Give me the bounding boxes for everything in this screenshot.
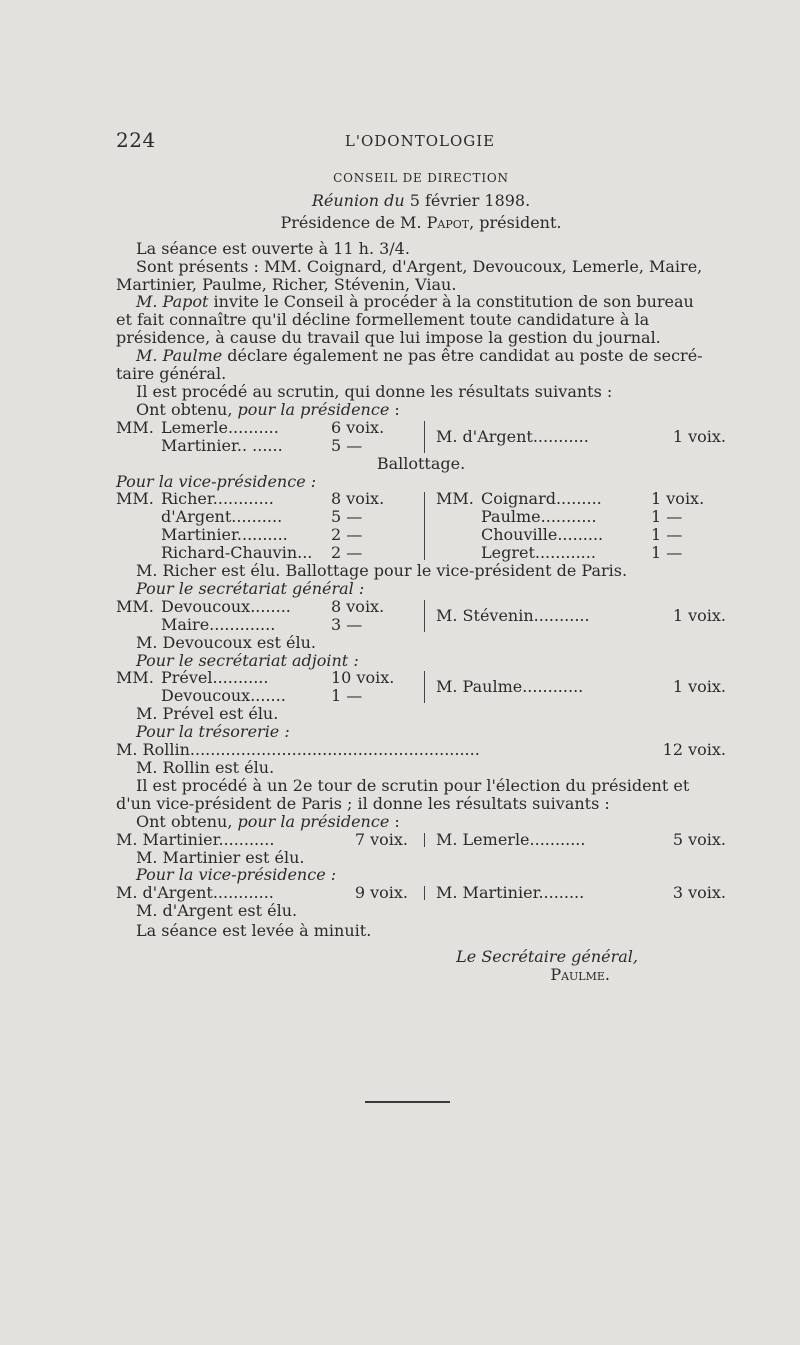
tally-votes: 1 —	[651, 543, 683, 563]
tally-row	[436, 508, 726, 526]
tally-prefix	[116, 526, 161, 544]
tally-name: M. d'Argent...........	[436, 426, 589, 446]
treso-votes: 12 voix.	[662, 740, 726, 760]
tally-votes: 9 voix.	[354, 883, 408, 903]
secadj-heading	[116, 652, 726, 670]
secadj-left	[116, 669, 416, 705]
ont-obtenu: Ont obtenu,	[136, 811, 233, 831]
secgen-heading	[116, 580, 726, 598]
tally-name: Chouville.........	[481, 525, 604, 545]
tally-prefix: MM.	[116, 489, 154, 509]
tally-votes: 1 —	[651, 507, 683, 527]
tally-votes: 1 —	[651, 525, 683, 545]
presidency-suffix: , président.	[469, 212, 562, 232]
presidency-name: Papot	[426, 212, 470, 232]
tally-name: M. Paulme............	[436, 677, 584, 697]
tally-prefix	[116, 616, 161, 634]
secgen-result: M. Devoucoux est élu.	[136, 632, 317, 652]
tally-votes: 8 voix.	[331, 489, 385, 509]
tally-name: M. Martinier.........	[436, 883, 585, 903]
tally-votes: 1 voix.	[672, 605, 726, 625]
second-tour-line-2: d'un vice-président de Paris ; il donne les résultats suivants :	[116, 793, 610, 813]
second-tour-line-1: Il est procédé à un 2e tour de scrutin pour l'élection du président et	[136, 775, 690, 795]
papot-line-1	[116, 293, 726, 311]
ont-obtenu: Ont obtenu,	[136, 399, 233, 419]
closing-line: La séance est levée à minuit.	[136, 921, 372, 941]
secgen-tally	[116, 598, 726, 634]
page-number: 224	[116, 128, 156, 152]
tally-row	[116, 544, 416, 562]
tally-prefix	[436, 526, 481, 544]
vice-result: M. Richer est élu. Ballottage pour le vice-président de Paris.	[136, 561, 628, 581]
tally-votes: 3 voix.	[672, 883, 726, 903]
paulme-line-1	[116, 347, 726, 365]
tally-name: Devoucoux.......	[161, 686, 286, 706]
tally-votes: 1 voix.	[672, 677, 726, 697]
brace-divider	[424, 671, 428, 703]
tally-name: Richard-Chauvin...	[161, 543, 313, 563]
vice-heading-text: Pour la vice-présidence :	[116, 471, 317, 491]
tally-name: Prével...........	[161, 668, 269, 688]
tally-name: M. Lemerle...........	[436, 829, 586, 849]
secadj-heading-text: Pour le secrétariat adjoint :	[136, 650, 359, 670]
second-vice-result: M. d'Argent est élu.	[136, 901, 298, 921]
meeting-date-rest: 5 février 1898.	[409, 190, 531, 210]
second-pres-tally	[116, 831, 726, 849]
tally-row	[116, 669, 416, 687]
tally-row	[116, 526, 416, 544]
paulme-name: M. Paulme	[136, 346, 223, 366]
tally-row	[116, 687, 416, 705]
second-vice-left	[116, 884, 416, 902]
tally-name: M. Stévenin...........	[436, 605, 590, 625]
secgen-heading-text: Pour le secrétariat général :	[136, 578, 365, 598]
tally-votes: 5 —	[331, 435, 363, 455]
meeting-date	[116, 192, 726, 210]
tally-row	[116, 490, 416, 508]
tally-prefix	[436, 508, 481, 526]
paulme-line-2: taire général.	[116, 364, 227, 384]
tally-row	[436, 490, 726, 508]
tally-name: M. d'Argent............	[116, 883, 274, 903]
column-divider	[424, 833, 428, 847]
tally-prefix: MM.	[116, 596, 154, 616]
tally-name: Maire.............	[161, 614, 276, 634]
signature-role-text: Le Secrétaire général,	[456, 947, 638, 967]
ballottage: Ballottage.	[376, 453, 466, 473]
tally-votes: 2 —	[331, 543, 363, 563]
tally-prefix: MM.	[116, 417, 154, 437]
tally-votes: 5 voix.	[672, 829, 726, 849]
tally-row	[436, 526, 726, 544]
tally-name: Legret............	[481, 543, 596, 563]
second-vice-heading	[116, 866, 726, 884]
tally-row	[116, 419, 416, 437]
treso-heading-text: Pour la trésorerie :	[136, 722, 290, 742]
meeting-date-italic: Réunion du	[311, 190, 405, 210]
present-line-1: Sont présents : MM. Coignard, d'Argent, Devoucoux, Lemerle, Maire,	[136, 256, 703, 276]
opening-line: La séance est ouverte à 11 h. 3/4.	[136, 238, 410, 258]
tally-name: Coignard.........	[481, 489, 602, 509]
vice-left	[116, 490, 416, 562]
presidence-right	[436, 419, 726, 455]
tally-row	[116, 437, 416, 455]
secadj-right	[436, 669, 726, 705]
tally-name: d'Argent..........	[161, 507, 283, 527]
scrutin-line: Il est procédé au scrutin, qui donne les résultats suivants :	[136, 381, 613, 401]
tally-name: Devoucoux........	[161, 596, 291, 616]
treso-heading	[116, 723, 726, 741]
tally-prefix	[116, 544, 161, 562]
vice-heading	[116, 473, 726, 491]
brace-divider	[424, 600, 428, 632]
second-vice-tally	[116, 884, 726, 902]
brace-divider	[424, 421, 428, 453]
paulme-text-1: déclare également ne pas être candidat au poste de secré-	[222, 346, 703, 366]
second-pres-left	[116, 831, 416, 849]
colon: :	[389, 399, 400, 419]
second-ont-obtenu	[116, 813, 726, 831]
tally-row	[116, 616, 416, 634]
tally-name: Martinier.. ......	[161, 435, 283, 455]
second-vice-right	[436, 884, 726, 902]
secadj-result: M. Prével est élu.	[136, 704, 279, 724]
signature-role	[116, 948, 726, 966]
secadj-tally	[116, 669, 726, 705]
tally-name: Richer............	[161, 489, 274, 509]
tally-prefix	[116, 437, 161, 455]
papot-line-3: présidence, à cause du travail que lui impose la gestion du journal.	[116, 328, 661, 348]
ont-obtenu-line	[116, 401, 726, 419]
present-line-2: Martinier, Paulme, Richer, Stévenin, Viau.	[116, 274, 457, 294]
vice-right	[436, 490, 726, 562]
tally-name: Martinier..........	[161, 525, 288, 545]
tally-prefix	[116, 687, 161, 705]
tally-votes: 10 voix.	[331, 668, 395, 688]
tally-prefix	[436, 544, 481, 562]
treso-result: M. Rollin est élu.	[136, 758, 275, 777]
signature-name: Paulme.	[550, 964, 610, 984]
document-body	[116, 170, 726, 984]
secgen-right	[436, 598, 726, 634]
tally-prefix	[116, 508, 161, 526]
tally-name: Lemerle..........	[161, 417, 279, 437]
tally-votes: 1 —	[331, 686, 363, 706]
tally-votes: 6 voix.	[331, 417, 385, 437]
papot-text-1: invite le Conseil à procéder à la constitution de son bureau	[208, 292, 694, 312]
tally-name: M. Martinier...........	[116, 829, 275, 849]
tally-votes: 3 —	[331, 614, 363, 634]
papot-name: M. Papot	[136, 292, 209, 312]
tally-votes: 8 voix.	[331, 596, 385, 616]
vice-tally	[116, 490, 726, 562]
tally-votes: 1 voix.	[651, 489, 705, 509]
second-pres-result: M. Martinier est élu.	[136, 847, 305, 867]
tally-prefix: MM.	[116, 668, 154, 688]
section-title: CONSEIL DE DIRECTION	[333, 171, 509, 185]
column-divider	[424, 886, 428, 900]
vice-heading-text: Pour la vice-présidence :	[136, 865, 337, 885]
secgen-left	[116, 598, 416, 634]
closing-rule	[365, 1101, 450, 1103]
treso-name: M. Rollin.........................................................	[116, 741, 480, 759]
tally-votes: 5 —	[331, 507, 363, 527]
running-title: L'ODONTOLOGIE	[344, 132, 496, 150]
tally-name: Paulme...........	[481, 507, 597, 527]
presidence-left	[116, 419, 416, 455]
presidency-prefix: Présidence de M.	[280, 212, 422, 232]
papot-line-2: et fait connaître qu'il décline formellement toute candidature à la	[116, 310, 650, 330]
presidence-tally	[116, 419, 726, 455]
tally-row	[116, 508, 416, 526]
second-pres-right	[436, 831, 726, 849]
tally-row	[116, 598, 416, 616]
treso-line	[116, 741, 726, 759]
presidency-line	[116, 214, 726, 232]
tally-votes: 1 voix.	[672, 426, 726, 446]
colon: :	[389, 811, 400, 831]
pour-presidence: pour la présidence	[237, 811, 390, 831]
tally-votes: 7 voix.	[354, 829, 408, 849]
column-divider	[424, 492, 428, 560]
tally-prefix: MM.	[436, 489, 474, 509]
tally-votes: 2 —	[331, 525, 363, 545]
pour-presidence: pour la présidence	[237, 399, 390, 419]
tally-row	[436, 544, 726, 562]
